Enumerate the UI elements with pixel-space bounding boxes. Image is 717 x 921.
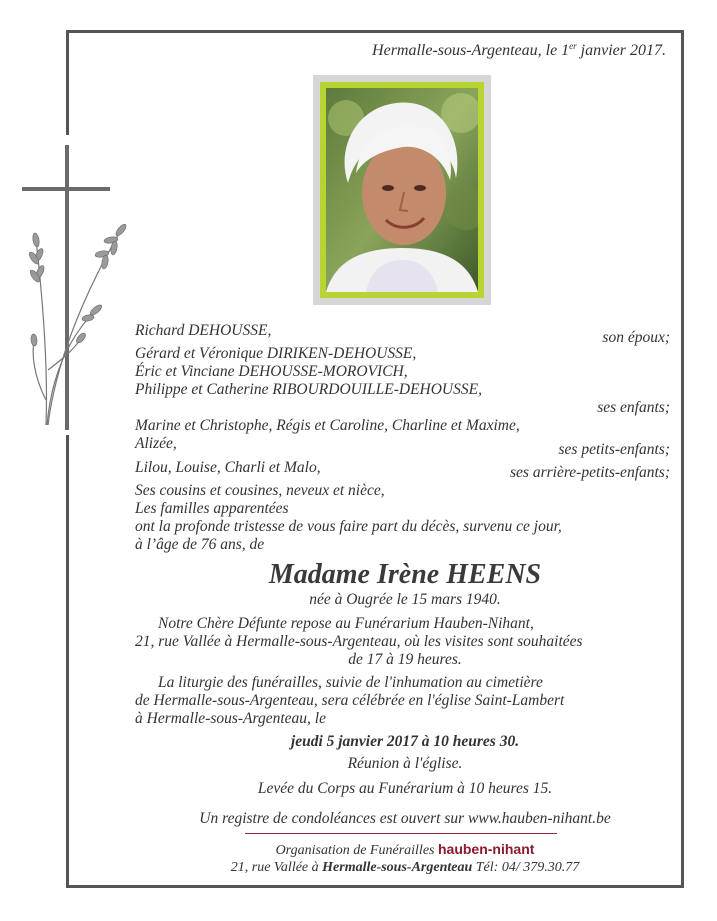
child-line-1: Gérard et Véronique DIRIKEN-DEHOUSSE, <box>135 345 417 362</box>
wheat-icon <box>26 200 136 430</box>
register-line: Un registre de condoléances est ouvert sur www.hauben-nihant.be <box>199 810 611 827</box>
others-line-2: Les familles apparentées <box>135 500 289 517</box>
footer-divider <box>245 833 557 834</box>
portrait-photo <box>326 88 478 292</box>
ceremony-date: jeudi 5 janvier 2017 à 10 heures 30. <box>290 733 520 750</box>
cross-bar <box>22 187 110 191</box>
liturgy-line-1: La liturgie des funérailles, suivie de l'inhumation au cimetière <box>158 674 543 691</box>
great-grandchildren-role: ses arrière-petits-enfants; <box>510 464 670 481</box>
great-grandchildren: Lilou, Louise, Charli et Malo, <box>135 459 321 476</box>
liturgy-line-2: de Hermalle-sous-Argenteau, sera célébrée en l'église Saint-Lambert <box>135 692 565 709</box>
spouse-name: Richard DEHOUSSE, <box>135 322 272 339</box>
spouse-role: son époux; <box>602 329 670 346</box>
others-line-4: à l’âge de 76 ans, de <box>135 536 265 553</box>
others-line-1: Ses cousins et cousines, neveux et nièce, <box>135 482 385 499</box>
funerarium-line-3: de 17 à 19 heures. <box>348 651 462 668</box>
funerarium-line-1: Notre Chère Défunte repose au Funérarium Hauben-Nihant, <box>158 615 534 632</box>
child-line-2: Éric et Vinciane DEHOUSSE-MOROVICH, <box>135 363 408 380</box>
child-line-3: Philippe et Catherine RIBOURDOUILLE-DEHOUSSE, <box>135 381 482 398</box>
children-role: ses enfants; <box>597 399 670 416</box>
liturgy-line-3: à Hermalle-sous-Argenteau, le <box>135 710 326 727</box>
funerarium-line-2: 21, rue Vallée à Hermalle-sous-Argenteau, où les visites sont souhaitées <box>135 633 583 650</box>
meeting-line: Réunion à l'église. <box>347 755 463 772</box>
deceased-name: Madame Irène HEENS <box>268 559 542 590</box>
birth-line: née à Ougrée le 15 mars 1940. <box>309 591 501 608</box>
portrait-frame <box>313 75 491 305</box>
grandchild-line-1: Marine et Christophe, Régis et Caroline, Charline et Maxime, <box>135 417 520 434</box>
footer-address: 21, rue Vallée à Hermalle-sous-Argenteau Tél: 04/ 379.30.77 <box>230 860 580 875</box>
footer-org: Organisation de Funérailles hauben-nihant <box>275 841 535 858</box>
brand-name: hauben-nihant <box>437 841 535 857</box>
grandchild-line-2: Alizée, <box>135 435 177 452</box>
levee-line: Levée du Corps au Funérarium à 10 heures 15. <box>257 780 553 797</box>
dateline: Hermalle-sous-Argenteau, le 1er janvier 2017. <box>372 41 666 59</box>
others-line-3: ont la profonde tristesse de vous faire part du décès, survenu ce jour, <box>135 518 562 535</box>
grandchildren-role: ses petits-enfants; <box>558 441 670 458</box>
